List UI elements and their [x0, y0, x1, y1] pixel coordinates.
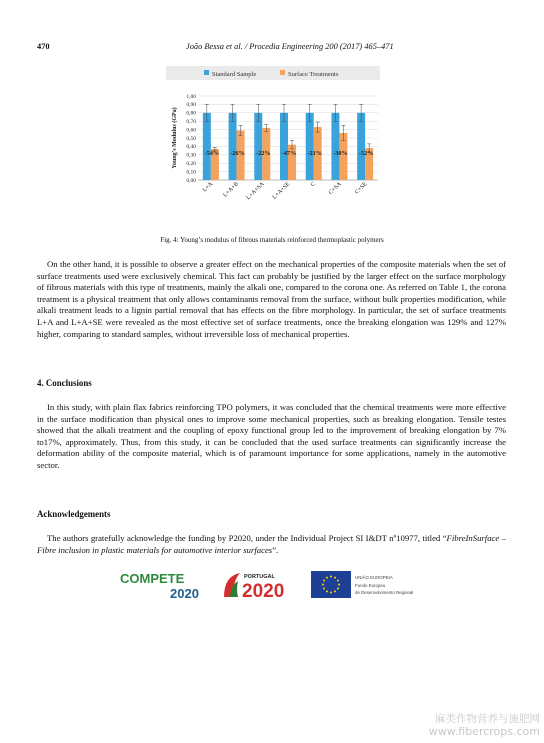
eu-star [330, 592, 332, 594]
y-tick-label: 0,00 [186, 177, 196, 184]
y-tick-label: 0,10 [186, 169, 196, 176]
eu-star [326, 577, 328, 579]
project-title: FibreInSurface – Fibre inclusion in plastic materials for automotive interior surfaces [37, 533, 506, 555]
eu-flag-icon [311, 571, 351, 598]
bar-standard [306, 113, 314, 180]
percent-annotation: -21% [307, 149, 322, 157]
y-tick-label: 0,60 [186, 127, 196, 134]
y-tick-label: 0,80 [186, 110, 196, 117]
eu-star [337, 588, 339, 590]
page-number: 470 [37, 42, 50, 51]
eu-line1: UNIÃO EUROPEIA [355, 575, 393, 580]
compete-2020-logo [118, 570, 216, 600]
x-tick-label: L+A+SA [245, 181, 266, 202]
x-tick-label: L+A [201, 181, 215, 194]
bar-standard [280, 113, 288, 180]
ack-text-end: ”. [272, 544, 279, 555]
eu-feder-logo [311, 570, 441, 600]
running-header: João Bessa et al. / Procedia Engineering 200 (2017) 465–471 [186, 42, 394, 51]
x-tick-label: C [310, 181, 318, 189]
eu-star [334, 577, 336, 579]
compete-year: 2020 [170, 586, 199, 600]
y-axis-label: Young's Modulus (GPa) [172, 107, 178, 169]
percent-annotation: -54% [204, 149, 220, 157]
eu-star [338, 584, 340, 586]
eu-star [323, 588, 325, 590]
legend-label: Standard Sample [212, 71, 257, 78]
y-tick-label: 0,50 [186, 135, 196, 142]
watermark-cn: 麻类作物营养与施肥网 [435, 713, 540, 725]
percent-annotation: -30% [333, 149, 348, 157]
bar-standard [203, 113, 211, 180]
percent-annotation: -26% [230, 149, 245, 157]
acknowledgements-paragraph [37, 533, 506, 556]
legend-swatch [204, 70, 209, 75]
eu-star [323, 580, 325, 582]
bar-standard [357, 113, 365, 180]
eu-star [326, 590, 328, 592]
eu-line2: Fundo Europeu [355, 583, 386, 588]
percent-annotation: -22% [256, 149, 271, 157]
y-tick-label: 0,40 [186, 144, 196, 151]
youngs-modulus-chart [166, 66, 380, 214]
eu-star [330, 576, 332, 578]
x-tick-label: C+SE [354, 181, 369, 196]
portugal-2020-logo [222, 570, 302, 600]
y-tick-label: 0,90 [186, 102, 196, 109]
y-tick-label: 0,20 [186, 161, 196, 167]
eu-star [334, 590, 336, 592]
bar-standard [254, 113, 262, 180]
legend-label: Surface Treatments [288, 71, 339, 78]
y-tick-label: 0,30 [186, 152, 196, 159]
conclusions-heading: 4. Conclusions [37, 378, 92, 388]
acknowledgements-heading: Acknowledgements [37, 509, 111, 519]
x-tick-label: L+A+B [222, 181, 240, 199]
watermark-url: www.fibercrops.com [428, 725, 540, 738]
legend-swatch [280, 70, 285, 75]
percent-annotation: -47% [281, 149, 297, 157]
compete-word: COMPETE [120, 571, 185, 586]
portugal-word: PORTUGAL [244, 574, 275, 580]
y-tick-label: 0,70 [186, 119, 196, 125]
eu-star [337, 580, 339, 582]
portugal-year: 2020 [242, 581, 285, 600]
figure-caption: Fig. 4: Young’s modulus of fibrous materials reinforced thermoplastic polymers [160, 236, 384, 244]
legend-background [166, 66, 380, 80]
eu-star [322, 584, 324, 586]
bar-standard [331, 113, 339, 180]
y-tick-label: 1,00 [186, 93, 196, 100]
x-tick-label: L+A+SE [271, 181, 292, 201]
conclusions-paragraph: In this study, with plain flax fabrics reinforcing TPO polymers, it was concluded that the chemical treatments were more effective in the surface modification than physical ones to improve some mechanical properties, such as breaking elongation. Tensile testes showed that the alkali treatment and the coupling of epoxy functional group led to the improvement of breaking elongation by 7% to17%, approximately. Thus, from this study, it can be concluded that the used surface treatments can significantly increase the deformation ability of the composite material, which is of paramount importance for some applications, namely in the automotive sector. [37, 402, 506, 470]
results-paragraph: On the other hand, it is possible to observe a greater effect on the mechanical properties of the composite materials when the set of surface treatments used were exclusively chemical. This fact can probably be justified by the larger effect on the surface morphology of fibrous materials with this type of treatments, mainly the alkali one, compared to the corona one. As referred on Table 1, the corona treatment is a physical treatment that only allows contaminants removal from the surface, without bulk properties modification, while alkali treatment leads to a lignin partial removal that has effects on the fibre morphology. In particular, the set of surface treatments L+A and L+A+SE were revealed as the most effective set of surface treatments, once the breaking elongation was 129% and 127% higher, comparing to standard samples, without irreversible loss of mechanical properties. [37, 259, 506, 339]
bar-standard [229, 113, 237, 180]
x-tick-label: C+SA [327, 181, 343, 197]
ack-text: The authors gratefully acknowledge the funding by P2020, under the Individual Project SI I&DT nº10977, titled “ [47, 533, 447, 543]
eu-line3: de Desenvolvimento Regional [355, 590, 414, 595]
percent-annotation: -52% [358, 149, 374, 157]
